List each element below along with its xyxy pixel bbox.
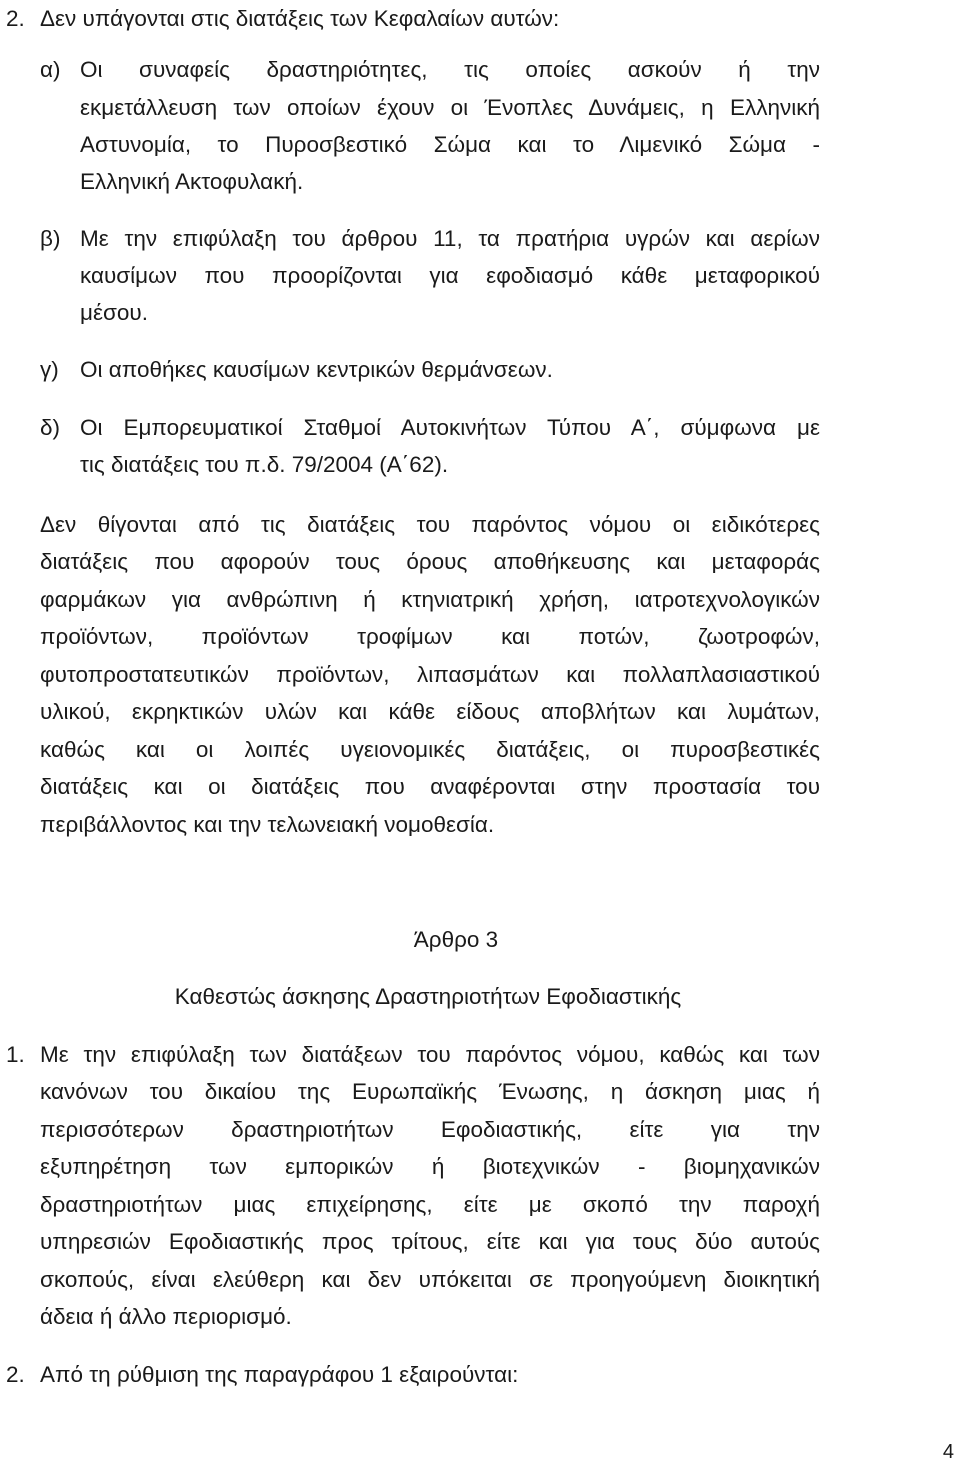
section-intro-text: Δεν υπάγονται στις διατάξεις των Κεφαλαίων αυτών: bbox=[40, 6, 560, 31]
item-a-line: εκμετάλλευση των οποίων έχουν οι Ένοπλες Δυνάμεις, η Ελληνική bbox=[80, 95, 820, 120]
paragraph-line: διατάξεις που αφορούν τους όρους αποθήκευσης και μεταφοράς bbox=[40, 549, 820, 574]
article-para-line: άδεια ή άλλο περιορισμό. bbox=[40, 1304, 292, 1329]
item-marker-b: β) bbox=[40, 226, 61, 251]
item-c-line: Οι αποθήκες καυσίμων κεντρικών θερμάνσεων. bbox=[80, 357, 553, 382]
item-d-line: τις διατάξεις του π.δ. 79/2004 (Α΄62). bbox=[80, 452, 449, 477]
article-para2-number: 2. bbox=[6, 1362, 25, 1387]
item-a-line: Αστυνομία, το Πυροσβεστικό Σώμα και το Λιμενικό Σώμα - bbox=[80, 132, 820, 157]
paragraph-line: περιβάλλοντος και την τελωνειακή νομοθεσία. bbox=[40, 812, 495, 837]
item-a-line: Οι συναφείς δραστηριότητες, τις οποίες ασκούν ή την bbox=[80, 57, 820, 82]
item-marker-d: δ) bbox=[40, 415, 61, 440]
paragraph-line: καθώς και οι λοιπές υγειονομικές διατάξεις, οι πυροσβεστικές bbox=[40, 737, 820, 762]
paragraph-line: διατάξεις και οι διατάξεις που αναφέρονται στην προστασία του bbox=[40, 774, 820, 799]
article-title: Καθεστώς άσκησης Δραστηριοτήτων Εφοδιαστικής bbox=[174, 984, 682, 1009]
article-para-number: 1. bbox=[6, 1042, 25, 1067]
item-a-line: Ελληνική Ακτοφυλακή. bbox=[80, 169, 304, 194]
paragraph-line: υλικού, εκρηκτικών υλών και κάθε είδους αποβλήτων και λυμάτων, bbox=[40, 699, 820, 724]
article-para-line: σκοπούς, είναι ελεύθερη και δεν υπόκειται σε προηγούμενη διοικητική bbox=[40, 1267, 820, 1292]
page-number: 4 bbox=[942, 1441, 954, 1463]
paragraph-line: προϊόντων, προϊόντων τροφίμων και ποτών, ζωοτροφών, bbox=[40, 624, 820, 649]
item-marker-a: α) bbox=[40, 57, 61, 82]
item-b-line: Με την επιφύλαξη του άρθρου 11, τα πρατήρια υγρών και αερίων bbox=[80, 226, 820, 251]
article-para-line: κανόνων του δικαίου της Ευρωπαϊκής Ένωσης, η άσκηση μιας ή bbox=[40, 1079, 820, 1104]
item-b-line: μέσου. bbox=[80, 300, 148, 325]
section-number: 2. bbox=[6, 6, 25, 31]
paragraph-line: φαρμάκων για ανθρώπινη ή κτηνιατρική χρήση, ιατροτεχνολογικών bbox=[40, 587, 820, 612]
paragraph-line: φυτοπροστατευτικών προϊόντων, λιπασμάτων και πολλαπλασιαστικού bbox=[40, 662, 820, 687]
article-para2-text: Από τη ρύθμιση της παραγράφου 1 εξαιρούνται: bbox=[40, 1362, 519, 1387]
item-d-line: Οι Εμπορευματικοί Σταθμοί Αυτοκινήτων Τύπου Α΄, σύμφωνα με bbox=[80, 415, 820, 440]
article-para-line: Με την επιφύλαξη των διατάξεων του παρόντος νόμου, καθώς και των bbox=[40, 1042, 820, 1067]
article-para-line: υπηρεσιών Εφοδιαστικής προς τρίτους, είτε και για τους δύο αυτούς bbox=[40, 1229, 820, 1254]
item-marker-c: γ) bbox=[40, 357, 59, 382]
article-para-line: εξυπηρέτηση των εμπορικών ή βιοτεχνικών - βιομηχανικών bbox=[40, 1154, 820, 1179]
paragraph-line: Δεν θίγονται από τις διατάξεις του παρόντος νόμου οι ειδικότερες bbox=[40, 512, 820, 537]
article-para-line: δραστηριοτήτων μιας επιχείρησης, είτε με σκοπό την παροχή bbox=[40, 1192, 820, 1217]
article-heading: Άρθρο 3 bbox=[413, 927, 499, 952]
item-b-line: καυσίμων που προορίζονται για εφοδιασμό κάθε μεταφορικού bbox=[80, 263, 820, 288]
article-para-line: περισσότερων δραστηριοτήτων Εφοδιαστικής, είτε για την bbox=[40, 1117, 820, 1142]
